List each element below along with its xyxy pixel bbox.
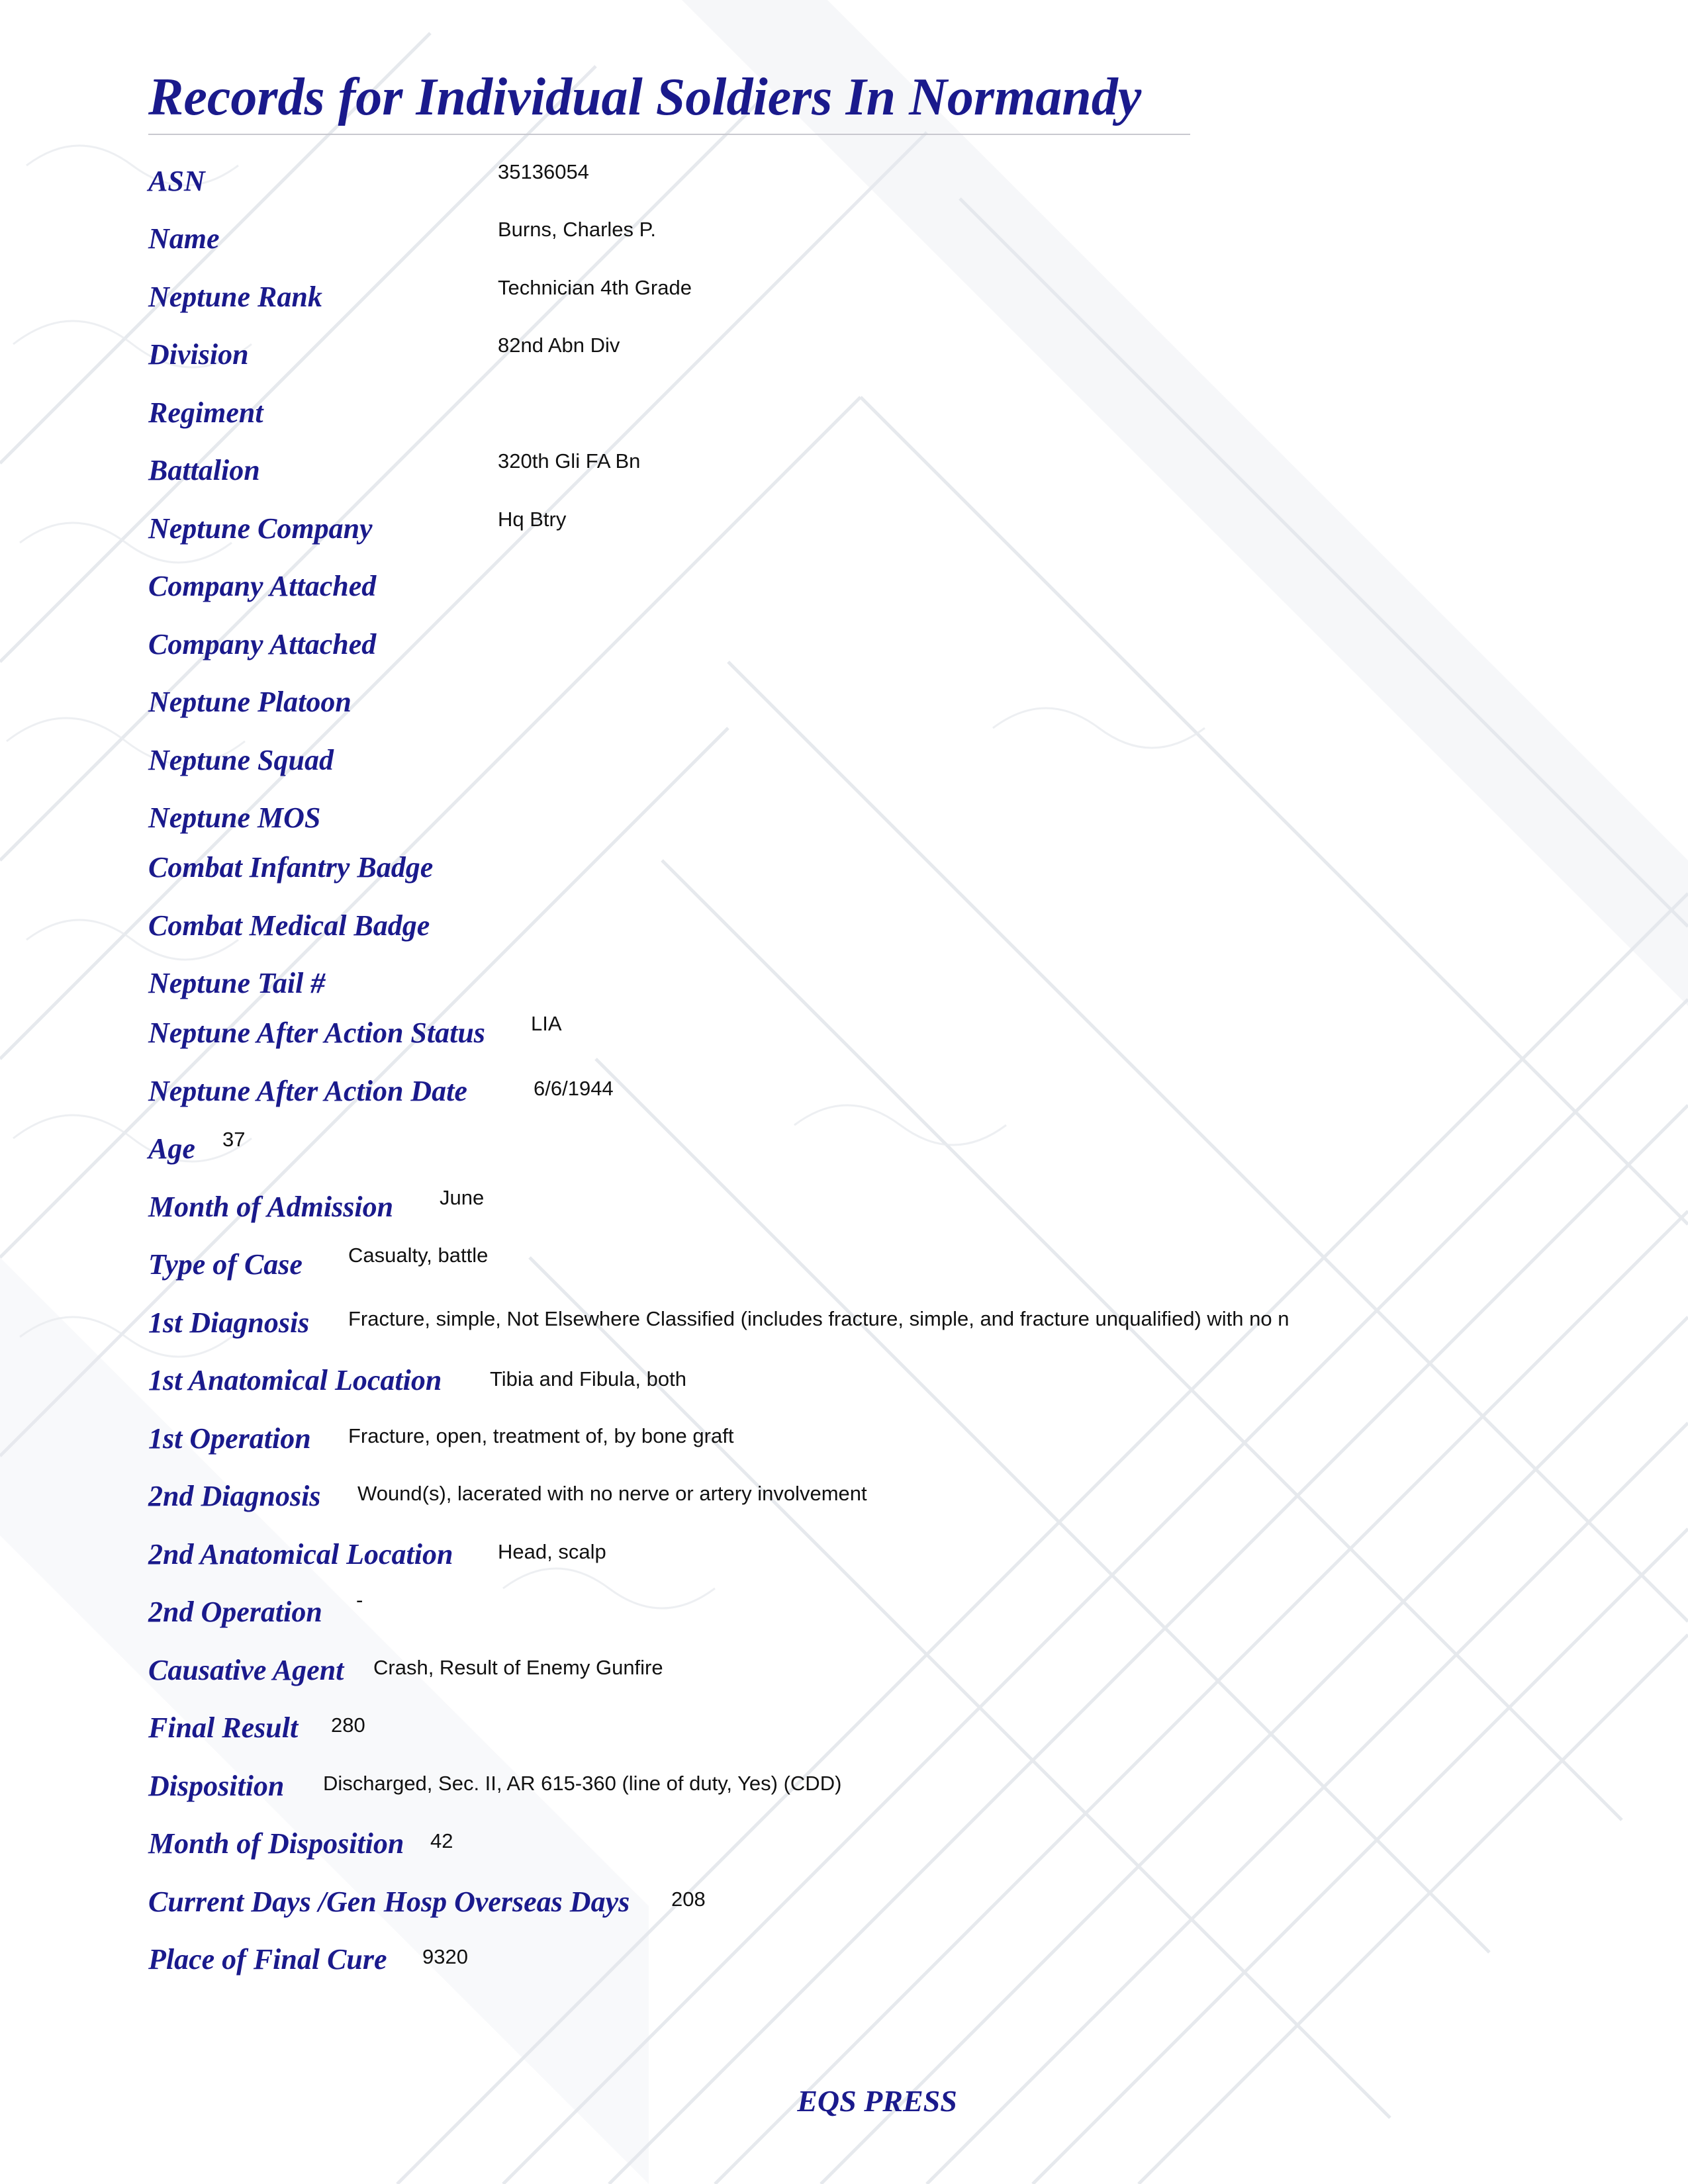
field-label: Regiment [148, 396, 263, 429]
field-place-of-final-cure [0, 1940, 1688, 1993]
field-value: 280 [331, 1713, 365, 1737]
field-label: Combat Medical Badge [148, 909, 430, 942]
field-label: Neptune MOS [148, 801, 321, 834]
field-1st-diagnosis [0, 1303, 1688, 1356]
field-2nd-operation [0, 1588, 1688, 1645]
field-label: Neptune After Action Date [148, 1075, 467, 1107]
field-value: Head, scalp [498, 1540, 606, 1563]
field-label: Neptune Rank [148, 281, 322, 313]
field-value: 9320 [422, 1945, 468, 1968]
field-value: Wound(s), lacerated with no nerve or artery involvement [357, 1482, 867, 1505]
field-label: Current Days /Gen Hosp Overseas Days [148, 1886, 630, 1918]
field-combat-infantry-badge [0, 848, 1688, 901]
field-label: Place of Final Cure [148, 1943, 387, 1976]
field-value: - [356, 1588, 363, 1612]
field-value: Fracture, open, treatment of, by bone graft [348, 1424, 734, 1447]
field-1st-operation [0, 1419, 1688, 1472]
field-regiment [0, 393, 1688, 446]
field-label: Combat Infantry Badge [148, 851, 434, 884]
field-value: 320th Gli FA Bn [498, 449, 641, 473]
field-causative-agent [0, 1651, 1688, 1704]
field-value: Burns, Charles P. [498, 218, 656, 241]
field-value: 6/6/1944 [534, 1077, 614, 1100]
field-label: Age [148, 1132, 195, 1165]
field-label: Causative Agent [148, 1654, 344, 1686]
field-label: Battalion [148, 454, 260, 486]
field-type-of-case [0, 1245, 1688, 1298]
field-label: Company Attached [148, 570, 377, 602]
field-neptune-rank [0, 277, 1688, 330]
field-value: 42 [430, 1829, 453, 1852]
field-month-of-disposition [0, 1824, 1688, 1877]
field-name [0, 219, 1688, 272]
field-label: 2nd Operation [148, 1596, 322, 1628]
field-neptune-tail-number [0, 964, 1688, 1017]
field-division [0, 335, 1688, 388]
field-value: Casualty, battle [348, 1244, 489, 1267]
field-label: 2nd Anatomical Location [148, 1538, 453, 1570]
field-label: Month of Admission [148, 1191, 394, 1223]
field-after-action-status [0, 1013, 1688, 1066]
field-label: 1st Operation [148, 1422, 311, 1455]
field-label: Neptune Platoon [148, 686, 352, 718]
field-label: Division [148, 338, 249, 371]
publisher-footer: EQS PRESS [797, 2084, 957, 2118]
field-value: 82nd Abn Div [498, 334, 620, 357]
field-age [0, 1129, 1688, 1182]
field-combat-medical-badge [0, 906, 1688, 959]
field-value: 35136054 [498, 160, 589, 183]
field-month-of-admission [0, 1187, 1688, 1240]
field-value: June [440, 1186, 485, 1209]
field-battalion [0, 451, 1688, 504]
field-company-attached-2 [0, 625, 1688, 678]
field-label: Neptune Tail # [148, 967, 326, 999]
field-label: 2nd Diagnosis [148, 1480, 321, 1512]
field-label: 1st Anatomical Location [148, 1364, 442, 1396]
field-asn [0, 161, 1688, 214]
field-neptune-mos [0, 798, 1688, 851]
field-after-action-date [0, 1071, 1688, 1124]
field-label: Neptune Company [148, 512, 373, 545]
field-neptune-squad [0, 741, 1688, 794]
field-value: Hq Btry [498, 508, 567, 531]
field-2nd-diagnosis [0, 1477, 1688, 1529]
field-label: Company Attached [148, 628, 377, 660]
field-final-result [0, 1708, 1688, 1761]
field-value: Discharged, Sec. II, AR 615-360 (line of duty, Yes) (CDD) [323, 1772, 842, 1795]
field-2nd-anatomical-location [0, 1535, 1688, 1588]
field-1st-anatomical-location [0, 1361, 1688, 1414]
field-neptune-company [0, 509, 1688, 562]
field-company-attached [0, 567, 1688, 619]
page-title: Records for Individual Soldiers In Normandy [148, 68, 1142, 126]
field-value: 37 [222, 1128, 246, 1151]
field-label: Neptune After Action Status [148, 1017, 485, 1049]
field-label: Neptune Squad [148, 744, 334, 776]
field-label: Name [148, 222, 220, 255]
field-value: Tibia and Fibula, both [490, 1367, 686, 1390]
field-neptune-platoon [0, 682, 1688, 735]
field-label: ASN [148, 165, 205, 197]
field-gen-hosp-overseas-days [0, 1882, 1688, 1935]
field-label: 1st Diagnosis [148, 1306, 310, 1339]
field-label: Disposition [148, 1770, 285, 1802]
field-label: Month of Disposition [148, 1827, 404, 1860]
field-value: LIA [531, 1012, 562, 1035]
field-label: Final Result [148, 1711, 299, 1744]
field-value: Crash, Result of Enemy Gunfire [373, 1656, 663, 1679]
field-label: Type of Case [148, 1248, 303, 1281]
field-value: 208 [671, 1888, 706, 1911]
title-divider [148, 134, 1190, 135]
field-value: Fracture, simple, Not Elsewhere Classified (includes fracture, simple, and fracture unqualified) with no n [348, 1307, 1289, 1330]
field-value: Technician 4th Grade [498, 276, 692, 299]
field-disposition [0, 1766, 1688, 1819]
